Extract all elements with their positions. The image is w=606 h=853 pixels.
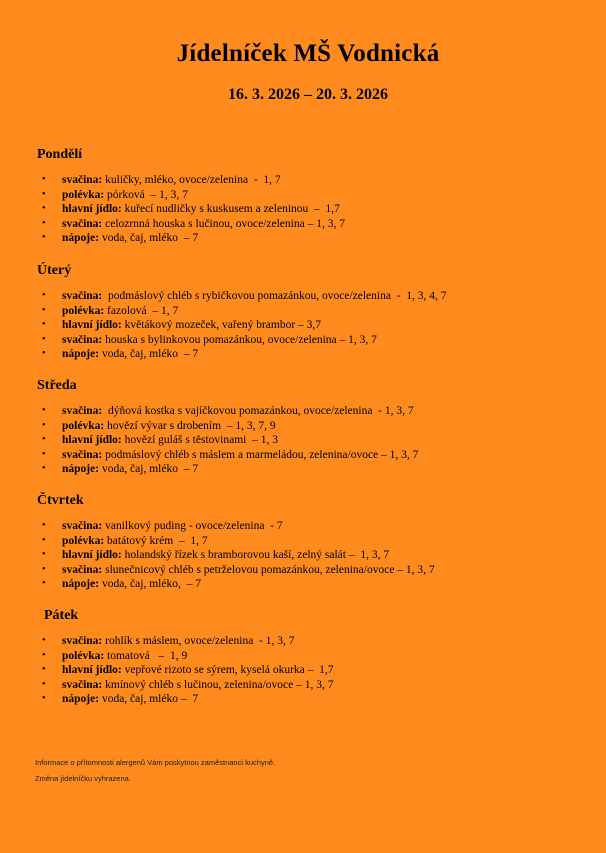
menu-item-label: hlavní jídlo: bbox=[62, 319, 122, 331]
menu-item bbox=[37, 289, 582, 304]
bullet-icon: • bbox=[42, 678, 46, 690]
bullet-icon: • bbox=[42, 348, 46, 359]
menu-item-label: svačina: bbox=[62, 174, 103, 186]
menu-item-text: holandský řízek s bramborovou kaší, zelný salát – 1, 3, 7 bbox=[121, 549, 390, 561]
date-range: 16. 3. 2026 – 20. 3. 2026 bbox=[228, 86, 388, 103]
menu-item-text: fazolová – 1, 7 bbox=[104, 304, 179, 317]
menu-item-text: houska s bylinkovou pomazánkou, ovoce/zelenina – 1, 3, 7 bbox=[102, 333, 377, 346]
day-section bbox=[37, 493, 582, 592]
menu-item bbox=[37, 663, 589, 678]
menu-item-text: podmáslový chléb s rybičkovou pomazánkou, ovoce/zelenina - 1, 3, 4, 7 bbox=[102, 290, 447, 302]
menu-item-label: nápoje: bbox=[62, 348, 100, 360]
menu-item-label: hlavní jídlo: bbox=[62, 203, 122, 215]
bullet-icon: • bbox=[42, 304, 46, 316]
menu-item-label: polévka: bbox=[62, 419, 105, 432]
bullet-icon: • bbox=[42, 419, 46, 431]
menu-item-label: polévka: bbox=[62, 188, 105, 201]
menu-item-label: polévka: bbox=[62, 649, 105, 662]
menu-item-text: vanilkový puding - ovoce/zelenina - 7 bbox=[102, 520, 283, 532]
bullet-icon: • bbox=[42, 635, 46, 646]
menu-item bbox=[37, 678, 589, 693]
menu-item-text: podmáslový chléb s máslem a marmeládou, zelenina/ovoce – 1, 3, 7 bbox=[102, 448, 419, 461]
menu-item-label: hlavní jídlo: bbox=[62, 664, 122, 676]
menu-item bbox=[37, 448, 582, 463]
menu-item-text: kuličky, mléko, ovoce/zelenina - 1, 7 bbox=[102, 174, 281, 186]
menu-item-text: květákový mozeček, vařený brambor – 3,7 bbox=[121, 319, 322, 331]
menu-item-label: nápoje: bbox=[62, 232, 100, 244]
menu-item-label: svačina: bbox=[62, 520, 103, 532]
menu-item-text: rohlík s máslem, ovoce/zelenina - 1, 3, 7 bbox=[102, 635, 295, 647]
allergen-note: Informace o přítomnosti alergenů Vám poskytnou zaměstnanci kuchyně. bbox=[35, 758, 276, 767]
menu-item-label: svačina: bbox=[62, 290, 103, 302]
menu-item bbox=[37, 304, 582, 319]
menu-item bbox=[37, 433, 582, 448]
menu-item-text: pórková – 1, 3, 7 bbox=[104, 188, 188, 201]
menu-item bbox=[37, 563, 582, 578]
menu-item-text: hovězí guláš s těstovinami – 1, 3 bbox=[121, 434, 278, 446]
menu-item bbox=[37, 347, 582, 362]
menu-item-text: batátový krém – 1, 7 bbox=[104, 534, 208, 547]
day-section bbox=[37, 378, 582, 477]
bullet-icon: • bbox=[42, 434, 46, 445]
menu-item-label: svačina: bbox=[62, 678, 103, 691]
menu-item-label: hlavní jídlo: bbox=[62, 434, 122, 446]
menu-item-text: kuřecí nudličky s kuskusem a zeleninou – 1,7 bbox=[121, 203, 340, 215]
menu-item-list bbox=[37, 519, 582, 592]
day-section bbox=[37, 263, 582, 362]
menu-item bbox=[37, 534, 582, 549]
bullet-icon: • bbox=[42, 405, 46, 416]
menu-item-list bbox=[37, 634, 589, 707]
bullet-icon: • bbox=[42, 232, 46, 243]
menu-item-label: hlavní jídlo: bbox=[62, 549, 122, 561]
menu-item bbox=[37, 577, 582, 592]
bullet-icon: • bbox=[42, 290, 46, 301]
menu-item bbox=[37, 333, 582, 348]
menu-item-text: tomatová – 1, 9 bbox=[104, 649, 188, 662]
bullet-icon: • bbox=[42, 563, 46, 575]
menu-item-text: voda, čaj, mléko – 7 bbox=[99, 463, 199, 475]
menu-item-label: svačina: bbox=[62, 448, 103, 461]
menu-item-list bbox=[37, 173, 582, 246]
bullet-icon: • bbox=[42, 203, 46, 214]
menu-item-label: polévka: bbox=[62, 304, 105, 317]
menu-item bbox=[37, 217, 582, 232]
day-section bbox=[37, 147, 582, 246]
bullet-icon: • bbox=[42, 578, 46, 589]
menu-item-text: celozrnná houska s lučinou, ovoce/zelenina – 1, 3, 7 bbox=[102, 217, 345, 230]
menu-item-list bbox=[37, 404, 582, 477]
menu-item-label: svačina: bbox=[62, 333, 103, 346]
menu-item-label: polévka: bbox=[62, 534, 105, 547]
menu-item bbox=[37, 462, 582, 477]
bullet-icon: • bbox=[42, 448, 46, 460]
bullet-icon: • bbox=[42, 174, 46, 185]
bullet-icon: • bbox=[42, 649, 46, 661]
day-title: Pátek bbox=[44, 608, 79, 623]
menu-item bbox=[37, 202, 582, 217]
menu-item bbox=[37, 318, 582, 333]
bullet-icon: • bbox=[42, 664, 46, 675]
menu-item bbox=[37, 548, 582, 563]
menu-item bbox=[37, 231, 582, 246]
menu-item-text: voda, čaj, mléko – 7 bbox=[99, 348, 199, 360]
bullet-icon: • bbox=[42, 333, 46, 345]
day-section bbox=[44, 608, 589, 707]
menu-item-label: svačina: bbox=[62, 563, 103, 576]
bullet-icon: • bbox=[42, 188, 46, 200]
menu-item bbox=[37, 404, 582, 419]
day-title: Úterý bbox=[37, 263, 72, 278]
bullet-icon: • bbox=[42, 520, 46, 531]
day-title: Pondělí bbox=[37, 147, 83, 162]
menu-item-text: kmínový chléb s lučinou, zelenina/ovoce – 1, 3, 7 bbox=[102, 678, 334, 691]
menu-item bbox=[37, 634, 589, 649]
menu-item bbox=[37, 419, 582, 434]
menu-item bbox=[37, 649, 589, 664]
menu-item-text: voda, čaj, mléko – 7 bbox=[99, 693, 199, 705]
menu-item-text: vepřové rizoto se sýrem, kyselá okurka – 1,7 bbox=[121, 664, 334, 676]
bullet-icon: • bbox=[42, 534, 46, 546]
menu-item-text: dýňová kostka s vajíčkovou pomazánkou, ovoce/zelenina - 1, 3, 7 bbox=[102, 405, 414, 417]
menu-item-text: voda, čaj, mléko – 7 bbox=[99, 232, 199, 244]
day-title: Čtvrtek bbox=[37, 493, 84, 508]
page-title: Jídelníček MŠ Vodnická bbox=[176, 40, 440, 67]
bullet-icon: • bbox=[42, 217, 46, 229]
menu-item bbox=[37, 519, 582, 534]
menu-item bbox=[37, 692, 589, 707]
day-title: Středa bbox=[37, 378, 77, 393]
menu-item-text: voda, čaj, mléko, – 7 bbox=[99, 578, 201, 590]
bullet-icon: • bbox=[42, 463, 46, 474]
menu-item-label: nápoje: bbox=[62, 693, 100, 705]
menu-item-label: nápoje: bbox=[62, 578, 100, 590]
change-note: Změna jídelníčku vyhrazena. bbox=[35, 774, 131, 783]
bullet-icon: • bbox=[42, 693, 46, 704]
menu-item-label: svačina: bbox=[62, 217, 103, 230]
menu-item-label: nápoje: bbox=[62, 463, 100, 475]
menu-item-label: svačina: bbox=[62, 635, 103, 647]
menu-item-list bbox=[37, 289, 582, 362]
menu-item bbox=[37, 173, 582, 188]
menu-item bbox=[37, 188, 582, 203]
menu-item-label: svačina: bbox=[62, 405, 103, 417]
menu-item-text: hovězí vývar s drobením – 1, 3, 7, 9 bbox=[104, 419, 276, 432]
bullet-icon: • bbox=[42, 319, 46, 330]
menu-item-text: slunečnicový chléb s petrželovou pomazánkou, zelenina/ovoce – 1, 3, 7 bbox=[102, 563, 435, 576]
bullet-icon: • bbox=[42, 549, 46, 560]
